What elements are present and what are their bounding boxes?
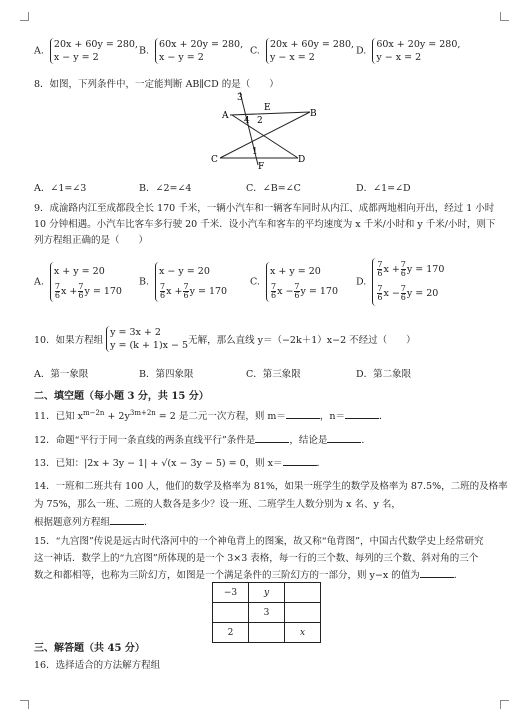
grid-cell: 2 [213, 623, 249, 643]
crop-mark-top-right [500, 12, 509, 21]
grid-row [213, 603, 321, 623]
q11-exponent-2: 3m+2n [129, 408, 156, 417]
q11-exponent-1: m−2n [82, 408, 105, 417]
q9-option-b-label: B. [139, 276, 150, 288]
fraction: $\frac{7}{6}$ [160, 282, 166, 300]
figure-label-f: F [258, 162, 265, 170]
q9-option-b-system [155, 262, 227, 302]
equation: 20x + 60y = 280, [269, 39, 355, 50]
fraction: $\frac{7}{6}$ [400, 260, 406, 278]
line-cb [220, 112, 310, 158]
q13-text: 13．已知：|2x + 3y − 1| + √(x − 3y − 5) = 0，则 x＝ [34, 458, 283, 469]
q14-line-2: 为 75%，那么一班、二班的人数各是多少？设一班、二班学生人数分别为 x 名、y 名， [34, 499, 401, 510]
equation-part: y = 170 [406, 264, 445, 275]
figure-label-d: D [298, 155, 306, 165]
figure-label-a: A [222, 111, 229, 121]
grid-row [213, 583, 321, 603]
figure-label-4: 4 [244, 116, 250, 126]
q8-stem: 8．如图，下列条件中，一定能判断 AB∥CD 的是（ ） [34, 79, 279, 90]
equation-part: y = 170 [84, 286, 122, 297]
answer-blank[interactable] [286, 409, 320, 419]
fraction: $\frac{7}{6}$ [400, 284, 406, 302]
q12-end: ． [361, 435, 371, 446]
q9-option-b [139, 262, 227, 302]
answer-blank[interactable] [255, 433, 289, 443]
fraction: $\frac{7}{6}$ [377, 260, 383, 278]
q14-line-3 [34, 514, 154, 528]
equation-part: y = 170 [189, 286, 228, 297]
q7-option-b-label: B. [139, 45, 150, 57]
grid-cell [249, 623, 285, 643]
answer-blank[interactable] [283, 456, 317, 466]
equation: 60x + 20y = 280, [159, 39, 244, 50]
q10-system [106, 326, 188, 352]
grid-cell: y [249, 583, 285, 603]
crop-mark-bottom-left [20, 700, 29, 709]
equation: y − x = 2 [269, 52, 315, 63]
crop-mark-bottom-right [500, 700, 509, 709]
figure-label-c: C [211, 155, 218, 165]
answer-blank[interactable] [110, 515, 144, 525]
q9-option-d-system [372, 258, 444, 306]
q16: 16．选择适合的方法解方程组 [34, 660, 161, 671]
q8-geometry-figure [210, 90, 320, 170]
q7-option-c-label: C. [250, 45, 260, 57]
q8-option-d: D．∠1=∠D [356, 183, 411, 194]
q10-option-a: A．第一象限 [34, 369, 89, 380]
figure-label-3: 3 [237, 93, 243, 103]
q8-option-c: C．∠B=∠C [246, 183, 301, 194]
grid-cell: 3 [249, 603, 285, 623]
section-heading-fill-in: 二、填空题（每小题 3 分，共 15 分） [34, 391, 209, 402]
q8-option-a: A．∠1=∠3 [34, 183, 87, 194]
grid-cell: −3 [213, 583, 249, 603]
q14-end: ． [144, 517, 154, 528]
q12 [34, 432, 371, 446]
q9-line-2: 10 分钟相遇。小汽车比客车多行驶 20 千米．设小汽车和客车的平均速度为 x 千米/小时和 y 千米/小时，则下 [34, 219, 496, 230]
q7-option-a [34, 38, 138, 64]
equation-part: x + [383, 264, 400, 275]
equation: 20x + 60y = 280, [53, 39, 138, 50]
q7-option-a-system [50, 38, 138, 64]
figure-label-1: 1 [252, 147, 258, 157]
q9-option-d [356, 258, 444, 306]
fraction: $\frac{7}{6}$ [294, 282, 300, 300]
equation: x − y = 2 [53, 52, 99, 63]
q12-mid: ，结论是 [289, 435, 328, 446]
q15-end: ． [453, 570, 464, 581]
q7-option-d-system [372, 38, 460, 64]
crop-mark-top-left [20, 12, 29, 21]
fraction: $\frac{7}{6}$ [270, 282, 277, 300]
q7-option-a-label: A. [34, 45, 44, 57]
equation-part: y = 20 [406, 288, 439, 299]
q14-line-1: 14．一班和二班共有 100 人，他们的数学及格率为 81%，如果一班学生的数学及格率为 87.5%，二班的及格率 [34, 481, 508, 492]
q10-option-d: D．第二象限 [356, 369, 412, 380]
q15-line-3-text: 数之和都相等，也称为三阶幻方，如图是一个满足条件的三阶幻方的一部分，则 y−x 的值为 [34, 570, 420, 581]
q10-option-c: C．第三象限 [246, 369, 301, 380]
answer-blank[interactable] [420, 568, 454, 578]
q9-line-1: 9．成渝路内江至成都段全长 170 千米，一辆小汽车和一辆客车同时从内江、成都两地相向开出，经过 1 小时 [34, 203, 495, 214]
equation: y = 3x + 2 [110, 327, 161, 338]
q7-option-b-system [155, 38, 243, 64]
q10-suffix: 无解，那么直线 y＝（−2k＋1）x−2 不经过（ ） [188, 335, 416, 346]
equation-part: x + [61, 286, 78, 297]
q11-prefix: 11．已知 x [34, 411, 83, 422]
q13-end: ． [316, 458, 327, 469]
answer-blank[interactable] [345, 409, 379, 419]
line-ad [232, 115, 298, 158]
answer-blank[interactable] [327, 433, 361, 443]
q9-option-c [250, 262, 338, 302]
q10-option-b: B．第四象限 [139, 369, 194, 380]
q8-option-b: B．∠2=∠4 [139, 183, 192, 194]
q15-line-1: 15．“九宫图”传说是远古时代洛河中的一个神龟背上的图案，故又称“龟背图”，中国古代数学史上经常研究 [34, 536, 484, 547]
q11-n-label: ，n＝ [319, 411, 345, 422]
q14-line-3-text: 根据题意列方程组 [34, 517, 111, 528]
equation: y = (k + 1)x − 5 [110, 340, 189, 351]
equation-part: x − [277, 286, 294, 297]
equation: y − x = 2 [376, 52, 422, 63]
q11-end: ． [379, 411, 389, 422]
figure-label-e: E [264, 103, 271, 113]
q9-option-a-system [50, 262, 122, 302]
figure-label-2: 2 [257, 116, 263, 126]
q12-text: 12．命题“平行于同一条直线的两条直线平行”条件是 [34, 435, 256, 446]
q10-stem [34, 326, 416, 352]
grid-cell [285, 583, 321, 603]
q9-option-c-system [266, 262, 338, 302]
equation: x − y = 20 [159, 266, 210, 277]
q7-option-c [250, 38, 354, 64]
equation: x + y = 20 [53, 266, 105, 277]
fraction: $\frac{7}{6}$ [183, 282, 189, 300]
q9-line-3: 列方程组正确的是（ ） [34, 235, 149, 246]
q9-option-a [34, 262, 122, 302]
q7-option-b [139, 38, 243, 64]
q15-line-3 [34, 567, 463, 581]
q10-prefix: 10．如果方程组 [34, 335, 104, 346]
equation-part: y = 170 [300, 286, 339, 297]
magic-square-grid [212, 582, 321, 643]
equation: x + y = 20 [269, 266, 321, 277]
equation: x − y = 2 [159, 52, 204, 63]
q7-option-d-label: D. [356, 45, 367, 57]
grid-cell: x [285, 623, 321, 643]
q15-line-2: 这一神话．数学上的“九宫图”所体现的是一个 3×3 表格，每一行的三个数、每列的三个数、斜对角的三个 [34, 553, 479, 564]
section-heading-answers: 三、解答题（共 45 分） [34, 643, 145, 654]
q9-option-a-label: A. [34, 276, 44, 288]
equation-part: x + [166, 286, 183, 297]
grid-cell [213, 603, 249, 623]
q11-middle: + 2y [104, 411, 130, 422]
grid-cell [285, 603, 321, 623]
q11 [34, 408, 389, 422]
grid-row [213, 623, 321, 643]
q9-option-c-label: C. [250, 276, 260, 288]
q13 [34, 455, 326, 469]
figure-label-b: B [310, 109, 317, 119]
fraction: $\frac{7}{6}$ [377, 284, 383, 302]
q7-option-d [356, 38, 460, 64]
fraction: $\frac{7}{6}$ [78, 282, 84, 300]
q11-suffix: = 2 是二元一次方程，则 m＝ [155, 411, 286, 422]
fraction: $\frac{7}{6}$ [54, 282, 61, 300]
equation-part: x − [383, 288, 400, 299]
equation: 60x + 20y = 280, [376, 39, 461, 50]
q7-option-c-system [266, 38, 354, 64]
q9-option-d-label: D. [356, 276, 367, 288]
